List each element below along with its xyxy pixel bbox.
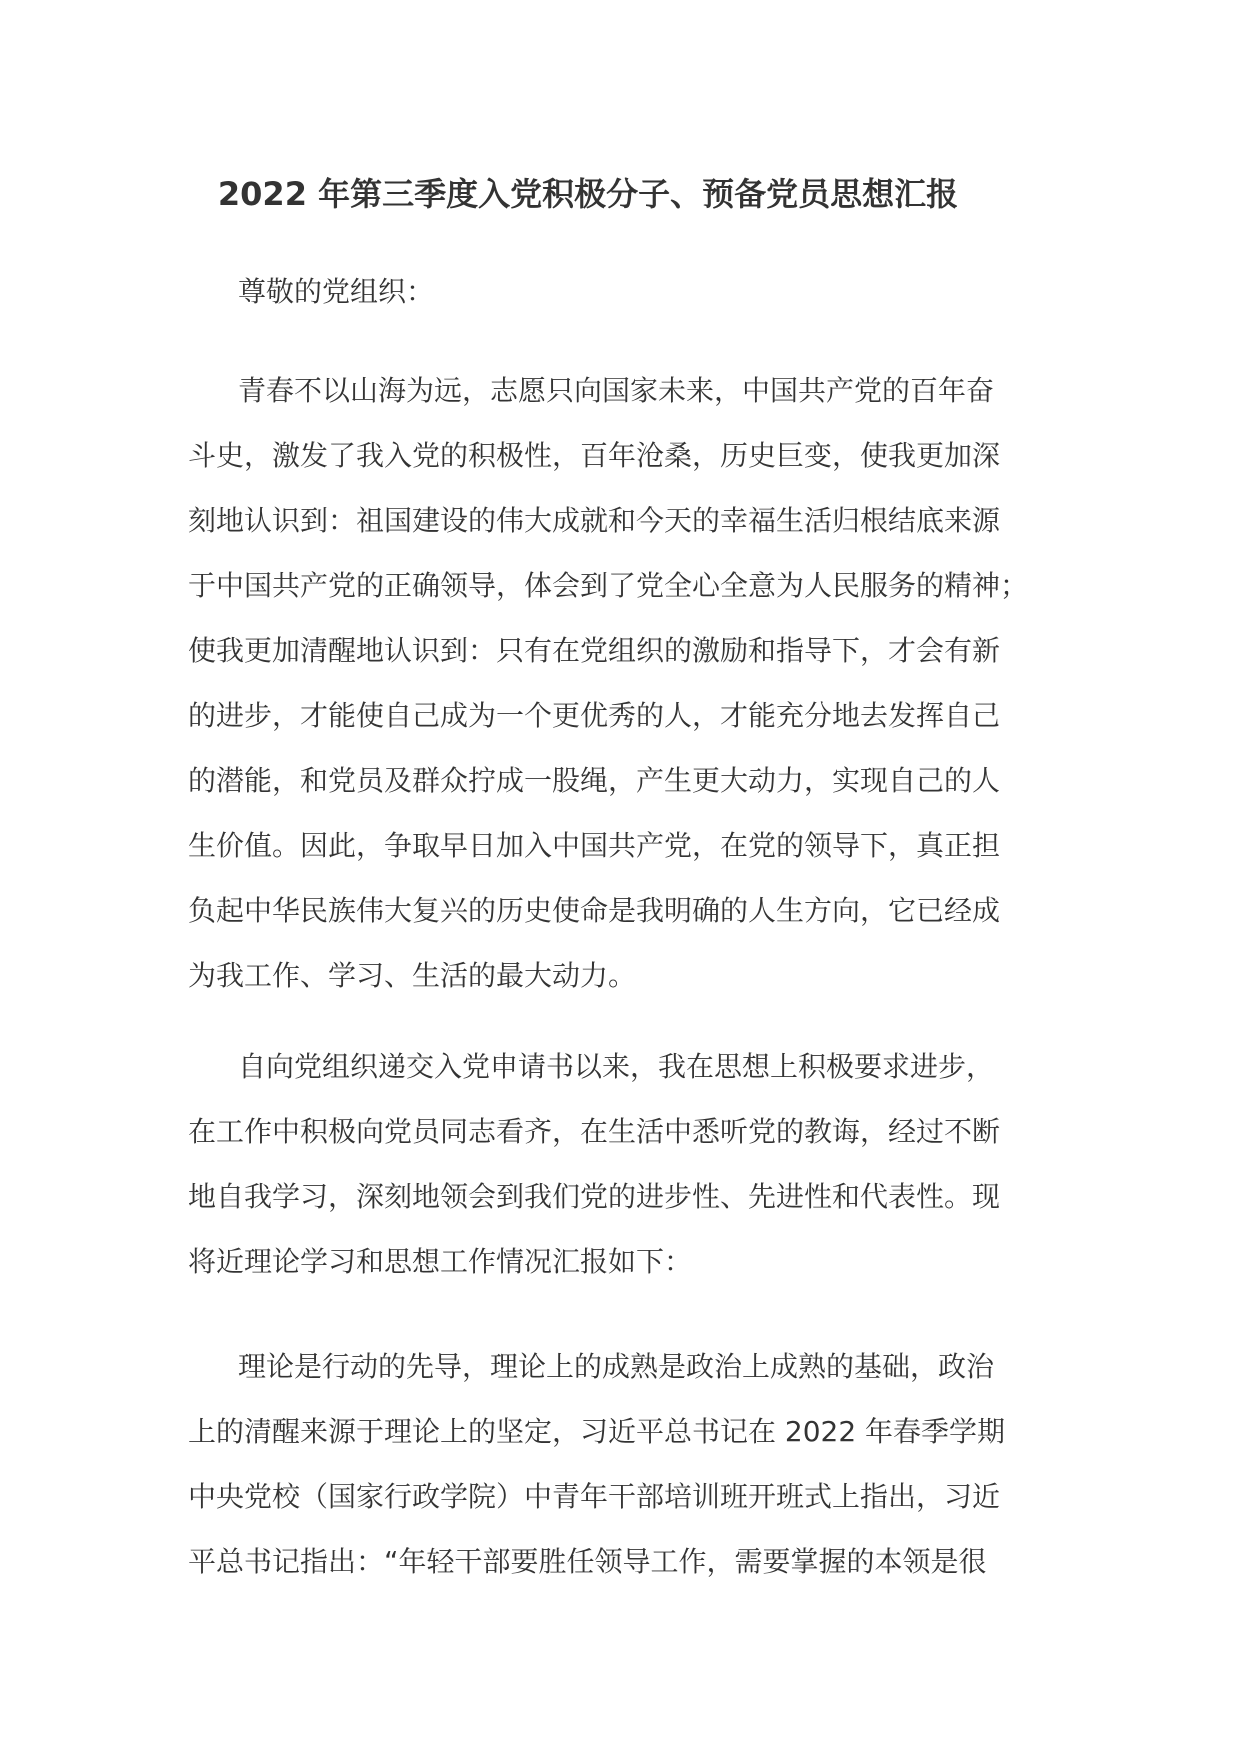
salutation: 尊敬的党组织：	[238, 275, 435, 308]
paragraph-line: 刻地认识到：祖国建设的伟大成就和今天的幸福生活归根结底来源	[188, 504, 1001, 537]
paragraph-line: 生价值。因此，争取早日加入中国共产党，在党的领导下，真正担	[188, 829, 1001, 862]
paragraph-line: 理论是行动的先导，理论上的成熟是政治上成熟的基础，政治	[238, 1350, 995, 1383]
paragraph-3	[188, 1334, 1058, 1594]
paragraph-2	[188, 1034, 1058, 1294]
paragraph-line: 自向党组织递交入党申请书以来，我在思想上积极要求进步，	[238, 1050, 995, 1083]
paragraph-line: 上的清醒来源于理论上的坚定，习近平总书记在 2022 年春季学期	[188, 1415, 1006, 1448]
paragraph-line: 青春不以山海为远，志愿只向国家未来，中国共产党的百年奋	[238, 374, 995, 407]
paragraph-line: 斗史，激发了我入党的积极性，百年沧桑，历史巨变，使我更加深	[188, 439, 1001, 472]
paragraph-line: 在工作中积极向党员同志看齐，在生活中悉听党的教诲，经过不断	[188, 1115, 1001, 1148]
paragraph-line: 地自我学习，深刻地领会到我们党的进步性、先进性和代表性。现	[188, 1180, 1001, 1213]
paragraph-line: 的进步，才能使自己成为一个更优秀的人，才能充分地去发挥自己	[188, 699, 1001, 732]
paragraph-line: 的潜能，和党员及群众拧成一股绳，产生更大动力，实现自己的人	[188, 764, 1001, 797]
paragraph-line: 为我工作、学习、生活的最大动力。	[188, 959, 637, 992]
paragraph-line: 负起中华民族伟大复兴的历史使命是我明确的人生方向，它已经成	[188, 894, 1001, 927]
paragraph-line: 将近理论学习和思想工作情况汇报如下：	[188, 1245, 693, 1278]
document-title: 2022 年第三季度入党积极分子、预备党员思想汇报	[217, 175, 959, 213]
paragraph-line: 使我更加清醒地认识到：只有在党组织的激励和指导下，才会有新	[188, 634, 1001, 667]
paragraph-line: 平总书记指出：“年轻干部要胜任领导工作，需要掌握的本领是很	[188, 1545, 987, 1578]
paragraph-line: 中央党校（国家行政学院）中青年干部培训班开班式上指出，习近	[188, 1480, 1001, 1513]
paragraph-1	[188, 358, 1058, 1008]
paragraph-line: 于中国共产党的正确领导，体会到了党全心全意为人民服务的精神；	[188, 569, 1029, 602]
